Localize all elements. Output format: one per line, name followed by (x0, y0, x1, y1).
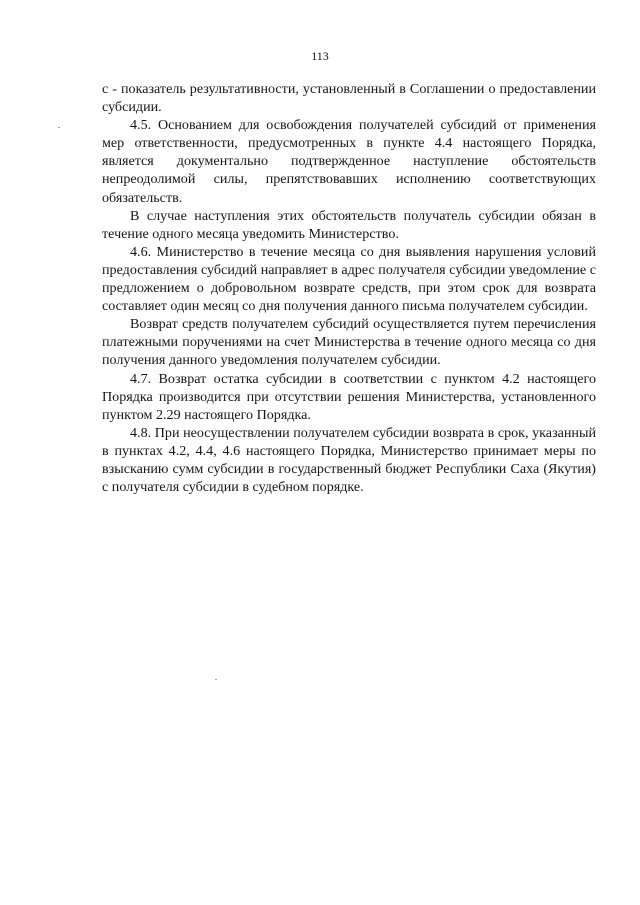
document-body (102, 80, 596, 496)
paragraph-refund: Возврат средств получателем субсидий осуществляется путем перечисления платежными поручениями на счет Министерства в течение одного месяца со дня получения данного уведомления получателем субсидии. (102, 316, 596, 369)
scan-speck (215, 679, 217, 680)
paragraph-4-5: 4.5. Основанием для освобождения получателей субсидий от применения мер ответственности, предусмотренных в пункте 4.4 настоящего Порядка, является документально подтвержденное наступление обстоятельств непреодолимой силы, препятствовавших исполнению соответствующих обязательств. (102, 117, 596, 206)
page-number: 113 (311, 49, 329, 63)
paragraph-notification: В случае наступления этих обстоятельств получатель субсидии обязан в течение одного месяца уведомить Министерство. (102, 207, 596, 242)
scan-speck (58, 127, 60, 128)
paragraph-4-8: 4.8. При неосуществлении получателем субсидии возврата в срок, указанный в пунктах 4.2, 4.4, 4.6 настоящего Порядка, Министерство принимает меры по взысканию сумм субсидии в государственный бюджет Республики Саха (Якутия) с получателя субсидии в судебном порядке. (102, 424, 596, 496)
paragraph-4-6: 4.6. Министерство в течение месяца со дня выявления нарушения условий предоставления субсидий направляет в адрес получателя субсидии уведомление с предложением о добровольном возврате средств, при этом срок для возврата составляет один месяц со дня получения данного письма получателем субсидии. (102, 243, 596, 315)
paragraph-4-7: 4.7. Возврат остатка субсидии в соответствии с пунктом 4.2 настоящего Порядка производится при отсутствии решения Министерства, установленного пунктом 2.29 настоящего Порядка. (102, 370, 596, 423)
paragraph-indicator-c: с - показатель результативности, установленный в Соглашении о предоставлении субсидии. (102, 81, 596, 116)
